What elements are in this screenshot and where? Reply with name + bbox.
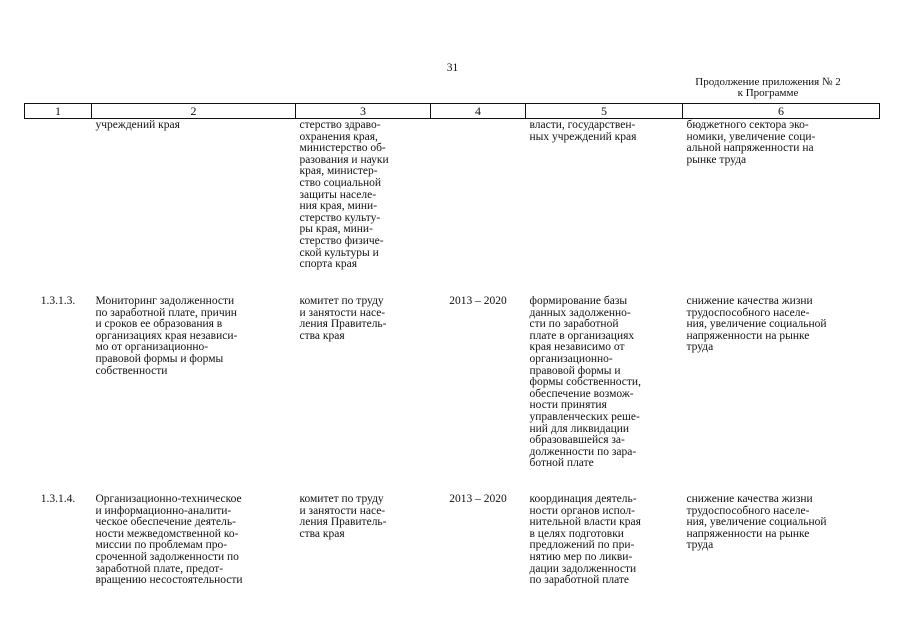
measure-name-cell: Организационно-техническое и информационно-аналити- ческое обеспечение деятель- ности межведомственной ко- миссии по проблемам про- сроченной задолженности по заработной плате, предот- вращению несостоятельности (95, 493, 243, 587)
row-number-cell (25, 119, 92, 296)
consequences-cell: снижение качества жизни трудоспособного населе- ния, увеличение социальной напряженности на рынке труда (686, 295, 827, 354)
column-header-3: 3 (296, 104, 431, 119)
row-number-cell: 1.3.1.3. (40, 295, 76, 307)
program-table (24, 103, 880, 587)
consequences-cell: снижение качества жизни трудоспособного населе- ния, увеличение социальной напряженности на рынке труда (686, 493, 827, 552)
measure-name-cell: Мониторинг задолженности по заработной плате, причин и сроков ее образования в организациях края независи- мо от организационно- правовой формы и формы собственности (95, 295, 238, 377)
column-header-4: 4 (431, 104, 526, 119)
column-header-2: 2 (92, 104, 296, 119)
period-cell: 2013 – 2020 (449, 493, 507, 505)
period-cell (431, 119, 526, 296)
responsible-executor-cell: стерство здраво- охранения края, министерство об- разования и науки края, министер- ство социальной защиты населе- ния края, мини- стерство культу- ры края, мини- стерство физиче- ской культуры и спорта края (299, 119, 389, 271)
row-number-cell: 1.3.1.4. (40, 493, 76, 505)
table-header-row (25, 104, 880, 119)
responsible-executor-cell: комитет по труду и занятости насе- ления Правитель- ства края (299, 493, 387, 540)
expected-result-cell: формирование базы данных задолженно- сти по заработной плате в организациях края независимо от организационно- правовой формы и формы собственности, обеспечение возмож- ности принятия управленческих реше- ний для ликвидации образовавшейся за- долженности по зара- ботной плате (529, 295, 641, 470)
expected-result-cell: координация деятель- ности органов испол- нительной власти края в целях подготовки предложений по при- нятию мер по ликви- дации задолженности по заработной плате (529, 493, 641, 587)
table-row (25, 119, 880, 296)
expected-result-cell: власти, государствен- ных учреждений края (529, 119, 637, 143)
table-row (25, 295, 880, 493)
program-table-container (24, 103, 879, 587)
measure-name-cell: учреждений края (95, 119, 180, 131)
period-cell: 2013 – 2020 (449, 295, 507, 307)
continuation-note: Продолжение приложения № 2 к Программе (695, 76, 841, 99)
page-number: 31 (446, 62, 459, 74)
responsible-executor-cell: комитет по труду и занятости насе- ления Правитель- ства края (299, 295, 387, 342)
column-header-1: 1 (25, 104, 92, 119)
table-row (25, 493, 880, 587)
column-header-6: 6 (683, 104, 880, 119)
column-header-5: 5 (526, 104, 683, 119)
consequences-cell: бюджетного сектора эко- номики, увеличение соци- альной напряженности на рынке труда (686, 119, 816, 166)
